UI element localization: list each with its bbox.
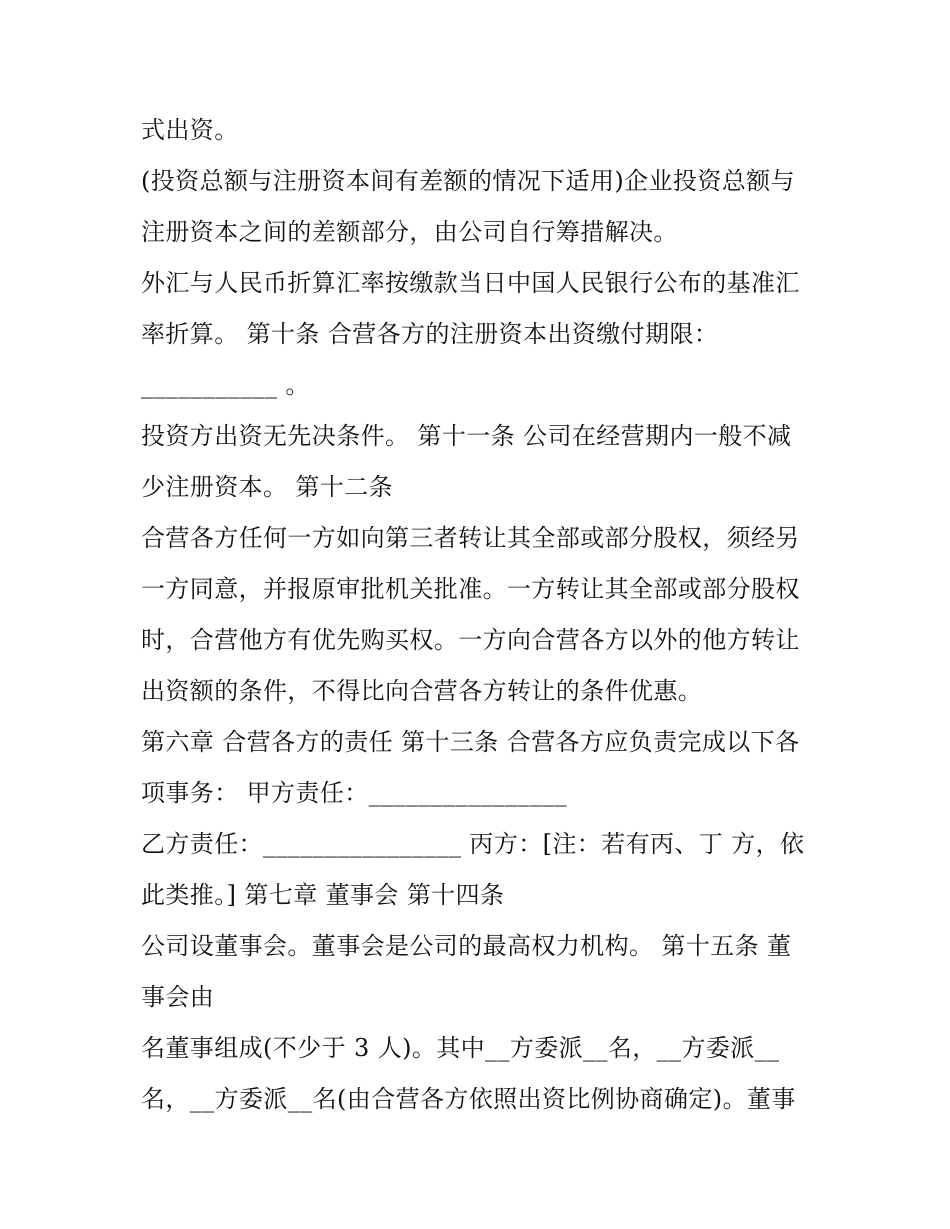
text-line: 合营各方任何一方如向第三者转让其全部或部分股权，须经另 — [141, 524, 800, 552]
text-line: 出资额的条件，不得比向合营各方转让的条件优惠。 — [141, 677, 703, 705]
text-line: 项事务： 甲方责任：________________ — [141, 779, 568, 807]
text-line: 乙方责任：________________ 丙方：[注：若有丙、丁 方，依 — [141, 830, 805, 858]
text-line: 注册资本之间的差额部分，由公司自行筹措解决。 — [141, 218, 678, 246]
text-line: (投资总额与注册资本间有差额的情况下适用)企业投资总额与 — [141, 167, 795, 195]
text-line: 名董事组成(不少于 3 人)。其中__方委派__名，__方委派__ — [141, 1034, 780, 1062]
text-line: 公司设董事会。董事会是公司的最高权力机构。 第十五条 董 — [141, 932, 792, 960]
text-line: 时，合营他方有优先购买权。一方向合营各方以外的他方转让 — [141, 626, 800, 654]
text-line: 一方同意，并报原审批机关批准。一方转让其全部或部分股权 — [141, 575, 800, 603]
text-line: 第六章 合营各方的责任 第十三条 合营各方应负责完成以下各 — [141, 728, 800, 756]
text-line: 外汇与人民币折算汇率按缴款当日中国人民银行公布的基准汇 — [141, 269, 800, 297]
text-line: 率折算。 第十条 合营各方的注册资本出资缴付期限： — [141, 320, 719, 348]
text-line: 式出资。 — [141, 116, 239, 144]
text-line: 少注册资本。 第十二条 — [141, 473, 394, 501]
text-line: 投资方出资无先决条件。 第十一条 公司在经营期内一般不减 — [141, 422, 792, 450]
text-line: 事会由 — [141, 983, 215, 1011]
text-line: 名，__方委派__名(由合营各方依照出资比例协商确定)。董事 — [141, 1085, 796, 1113]
text-line: ___________ 。 — [141, 371, 310, 399]
text-line: 此类推。] 第七章 董事会 第十四条 — [141, 881, 505, 909]
